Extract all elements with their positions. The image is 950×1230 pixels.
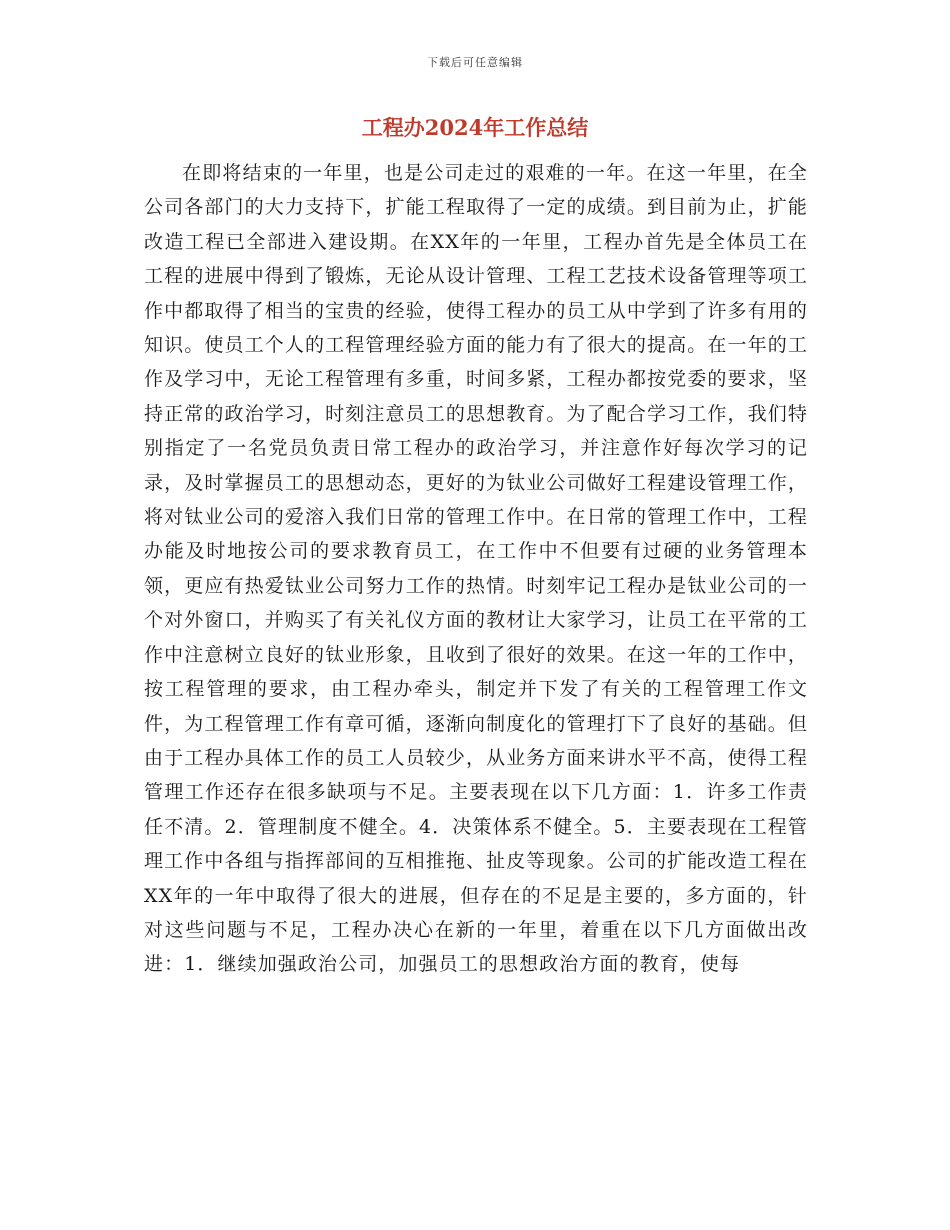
body-paragraph: 在即将结束的一年里，也是公司走过的艰难的一年。在这一年里，在全公司各部门的大力支持下，扩能工程取得了一定的成绩。到目前为止，扩能改造工程已全部进入建设期。在XX年的一年里，工程办首先是全体员工在工程的进展中得到了锻炼，无论从设计管理、工程工艺技术设备管理等项工作中都取得了相当的宝贵的经验，使得工程办的员工从中学到了许多有用的知识。使员工个人的工程管理经验方面的能力有了很大的提高。在一年的工作及学习中，无论工程管理有多重，时间多紧，工程办都按党委的要求，坚持正常的政治学习，时刻注意员工的思想教育。为了配合学习工作，我们特别指定了一名党员负责日常工程办的政治学习，并注意作好每次学习的记录，及时掌握员工的思想动态，更好的为钛业公司做好工程建设管理工作，将对钛业公司的爱溶入我们日常的管理工作中。在日常的管理工作中，工程办能及时地按公司的要求教育员工，在工作中不但要有过硬的业务管理本领，更应有热爱钛业公司努力工作的热情。时刻牢记工程办是钛业公司的一个对外窗口，并购买了有关礼仪方面的教材让大家学习，让员工在平常的工作中注意树立良好的钛业形象，且收到了很好的效果。在这一年的工作中，按工程管理的要求，由工程办牵头，制定并下发了有关的工程管理工作文件，为工程管理工作有章可循，逐渐向制度化的管理打下了良好的基础。但由于工程办具体工作的员工人员较少，从业务方面来讲水平不高，使得工程管理工作还存在很多缺项与不足。主要表现在以下几方面：1．许多工作责任不清。2．管理制度不健全。4．决策体系不健全。5．主要表现在工程管理工作中各组与指挥部间的互相推拖、扯皮等现象。公司的扩能改造工程在XX年的一年中取得了很大的进展，但存在的不足是主要的，多方面的，针对这些问题与不足，工程办决心在新的一年里，着重在以下几方面做出改进：1．继续加强政治公司，加强员工的思想政治方面的教育，使每 [144, 162, 808, 976]
header-note: 下载后可任意编辑 [427, 56, 523, 69]
document-title: 工程办2024年工作总结 [361, 115, 589, 140]
